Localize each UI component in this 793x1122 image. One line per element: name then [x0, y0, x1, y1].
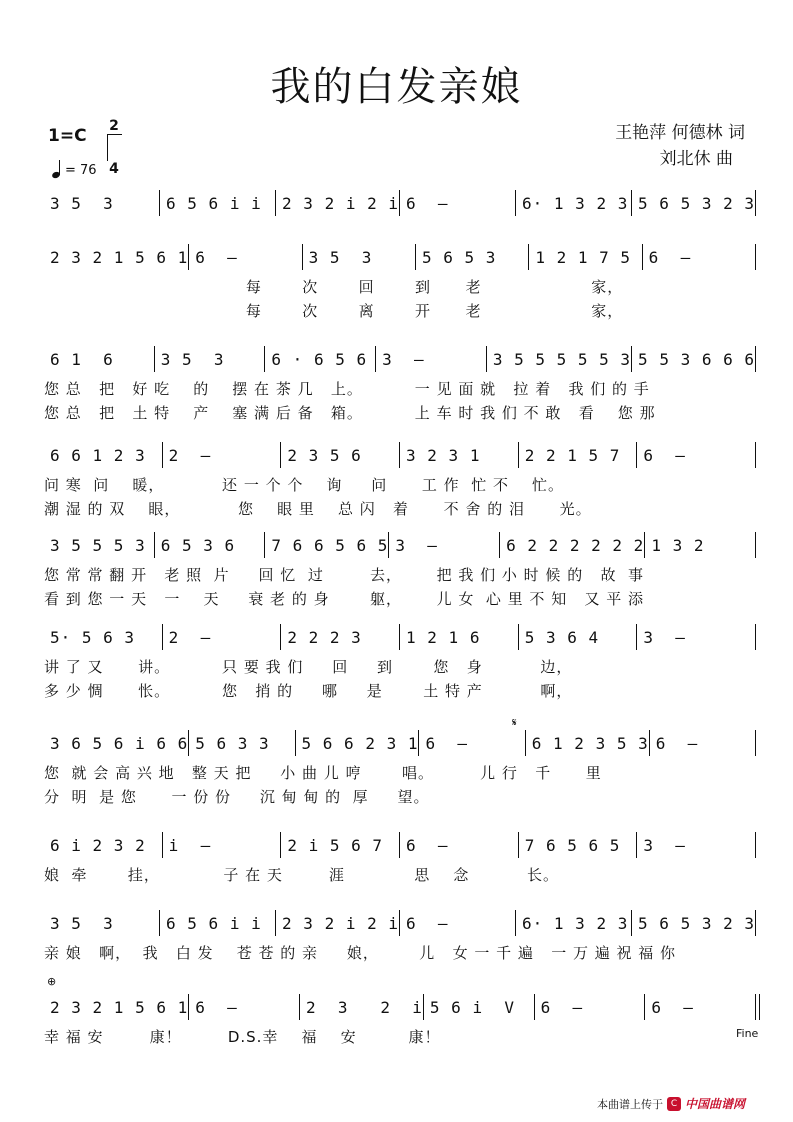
- lyric-verse-1: 您 就 会 高 兴 地 整 天 把 小 曲 儿 哼 唱。 儿 行 千 里: [44, 764, 602, 782]
- lyric-verse-2: 多 少 惆 怅。 您 捎 的 哪 是 土 特 产 啊，: [44, 682, 573, 700]
- barline: [755, 994, 756, 1020]
- measure: 6 –: [406, 835, 449, 855]
- measure: 6 –: [425, 733, 469, 753]
- time-signature: [104, 118, 124, 177]
- barline: [755, 244, 756, 270]
- notation-line: [44, 830, 756, 860]
- coda-mark: ⊕: [47, 975, 57, 988]
- lyric-verse-1: 讲 了 又 讲。 只 要 我 们 回 到 您 身 边，: [44, 658, 573, 676]
- barline: [755, 832, 756, 858]
- song-title: 我的白发亲娘: [270, 64, 523, 110]
- lyric-verse-1: 幸 福 安 康！ D.S.幸 福 安 康！: [44, 1028, 441, 1046]
- measure: 5 5 3 6 6 6: [638, 349, 756, 369]
- notation-line: [44, 344, 756, 374]
- lyric-verse-1: 亲 娘 啊， 我 白 发 苍 苍 的 亲 娘， 儿 女 一 千 遍 一 万 遍 祝 福 你: [44, 944, 677, 962]
- measure: 6 –: [643, 445, 686, 465]
- measure: 6 1 6: [50, 349, 114, 369]
- measure: 2 3 5 6: [287, 445, 362, 465]
- measure: 3 –: [382, 349, 425, 369]
- lyric-verse-2: 每 次 离 开 老 家，: [44, 302, 624, 320]
- site-logo[interactable]: 中国曲谱网: [684, 1097, 745, 1111]
- measure: 2 3 2 1 5 6 1: [50, 997, 189, 1017]
- measure: 6 –: [655, 733, 699, 753]
- measure: 3 5 3: [308, 247, 373, 267]
- barline: [755, 910, 756, 936]
- measure: 6 5 6 i i: [166, 913, 262, 933]
- measure: 6 –: [406, 913, 449, 933]
- measure: 3 –: [395, 535, 438, 555]
- notation-line: [44, 188, 756, 218]
- measure: 3 5 3: [160, 349, 225, 369]
- footer: [597, 1095, 745, 1112]
- site-logo-icon: C: [667, 1097, 681, 1111]
- measure: 2 2 2 3: [287, 627, 362, 647]
- measure: 2 3 2 1 5 6 1: [50, 247, 189, 267]
- measure: 5 6 6 2 3 1: [301, 733, 419, 753]
- barline: [755, 532, 756, 558]
- barline: [755, 190, 756, 216]
- segno-mark: 𝄋: [512, 716, 517, 729]
- measure: 5· 5 6 3: [50, 627, 136, 647]
- lyric-verse-2: 看 到 您 一 天 一 天 衰 老 的 身 躯， 儿 女 心 里 不 知 又 平 添: [44, 590, 645, 608]
- measure: 1 2 1 6: [406, 627, 481, 647]
- measure: 2 i 5 6 7: [287, 835, 384, 855]
- measure: 6 –: [648, 247, 692, 267]
- lyricist-credit: 王艳萍 何德林 词: [615, 123, 745, 143]
- lyric-verse-1: 每 次 回 到 老 家，: [44, 278, 624, 296]
- measure: 6 5 6 i i: [166, 193, 262, 213]
- measure: 2 –: [168, 445, 212, 465]
- measure: 6 i 2 3 2: [50, 835, 146, 855]
- notation-line: [44, 992, 756, 1022]
- measure: 2 2 1 5 7: [524, 445, 621, 465]
- measure: 1 2 1 7 5: [535, 247, 632, 267]
- notation-line: [44, 728, 756, 758]
- measure: 3 –: [643, 835, 686, 855]
- lyric-verse-2: 潮 湿 的 双 眼， 您 眼 里 总 闪 着 不 舍 的 泪 光。: [44, 500, 592, 518]
- lyric-verse-1: 您 总 把 好 吃 的 摆 在 茶 几 上。 一 见 面 就 拉 着 我 们 的 手: [44, 380, 650, 398]
- measure: 5 3 6 4: [524, 627, 600, 647]
- lyric-verse-2: 您 总 把 土 特 产 塞 满 后 备 箱。 上 车 时 我 们 不 敢 看 您 那: [44, 404, 656, 422]
- barline: [755, 730, 756, 756]
- measure: 5 6 i V: [429, 997, 515, 1017]
- measure: 5 6 5 3 2 3: [638, 193, 755, 213]
- lyric-verse-1: 您 常 常 翻 开 老 照 片 回 忆 过 去， 把 我 们 小 时 候 的 故 事: [44, 566, 645, 584]
- notation-line: [44, 530, 756, 560]
- measure: 5 6 5 3 2 3: [638, 913, 755, 933]
- lyric-verse-1: 娘 牵 挂， 子 在 天 涯 思 念 长。: [44, 866, 560, 884]
- measure: 3 5 5 5 5 5 3: [492, 349, 632, 369]
- measure: 6 –: [195, 997, 238, 1017]
- measure: 6 –: [406, 193, 449, 213]
- time-signature-bottom: 4: [109, 161, 119, 177]
- measure: 6 –: [540, 997, 584, 1017]
- notation-line: [44, 908, 756, 938]
- measure: 6 –: [195, 247, 238, 267]
- measure: 6 2 2 2 2 2 2: [506, 535, 645, 555]
- measure: 3 2 3 1: [406, 445, 481, 465]
- notation-line: [44, 242, 756, 272]
- measure: 2 3 2 i 2 i: [282, 913, 399, 933]
- measure: 6 6 1 2 3: [50, 445, 146, 465]
- time-signature-line: [107, 134, 122, 161]
- lyric-verse-2: 分 明 是 您 一 份 份 沉 甸 甸 的 厚 望。: [44, 788, 430, 806]
- measure: 6 5 3 6: [160, 535, 236, 555]
- measure: 6· 1 3 2 3: [522, 913, 629, 933]
- measure: 7 6 5 6 5: [524, 835, 621, 855]
- tempo-value: = 76: [65, 163, 97, 178]
- barline: [755, 442, 756, 468]
- measure: 5 6 3 3: [195, 733, 270, 753]
- measure: 3 6 5 6 i 6 6: [50, 733, 189, 753]
- tempo-marking: [52, 160, 97, 178]
- measure: 6 –: [651, 997, 694, 1017]
- measure: 3 5 3: [50, 913, 114, 933]
- composer-credit: 刘北休 曲: [659, 149, 733, 169]
- measure: i –: [168, 835, 212, 855]
- measure: 5 6 5 3: [421, 247, 497, 267]
- measure: 6· 1 3 2 3: [522, 193, 629, 213]
- notation-line: [44, 440, 756, 470]
- measure: 2 3 2 i 2 i: [282, 193, 399, 213]
- key-signature: 1=C: [48, 126, 87, 146]
- measure: 3 5 3: [50, 193, 114, 213]
- notation-line: [44, 622, 756, 652]
- time-signature-top: 2: [109, 118, 119, 134]
- measure: 2 3 2 i: [305, 997, 423, 1017]
- footer-text: 本曲谱上传于: [596, 1097, 663, 1111]
- barline: [755, 346, 756, 372]
- measure: 2 –: [168, 627, 212, 647]
- measure: 1 3 2: [651, 535, 705, 555]
- fine-mark: Fine: [736, 1027, 759, 1040]
- measure: 6 1 2 3 5 3: [531, 733, 649, 753]
- lyric-verse-1: 问 寒 问 暖， 还 一 个 个 询 问 工 作 忙 不 忙。: [44, 476, 565, 494]
- measure: 3 –: [643, 627, 686, 647]
- measure: 7 6 6 5 6 5: [271, 535, 389, 555]
- measure: 6 · 6 5 6: [271, 349, 368, 369]
- quarter-note-icon: [52, 160, 62, 178]
- measure: 3 5 5 5 3: [50, 535, 146, 555]
- barline: [755, 624, 756, 650]
